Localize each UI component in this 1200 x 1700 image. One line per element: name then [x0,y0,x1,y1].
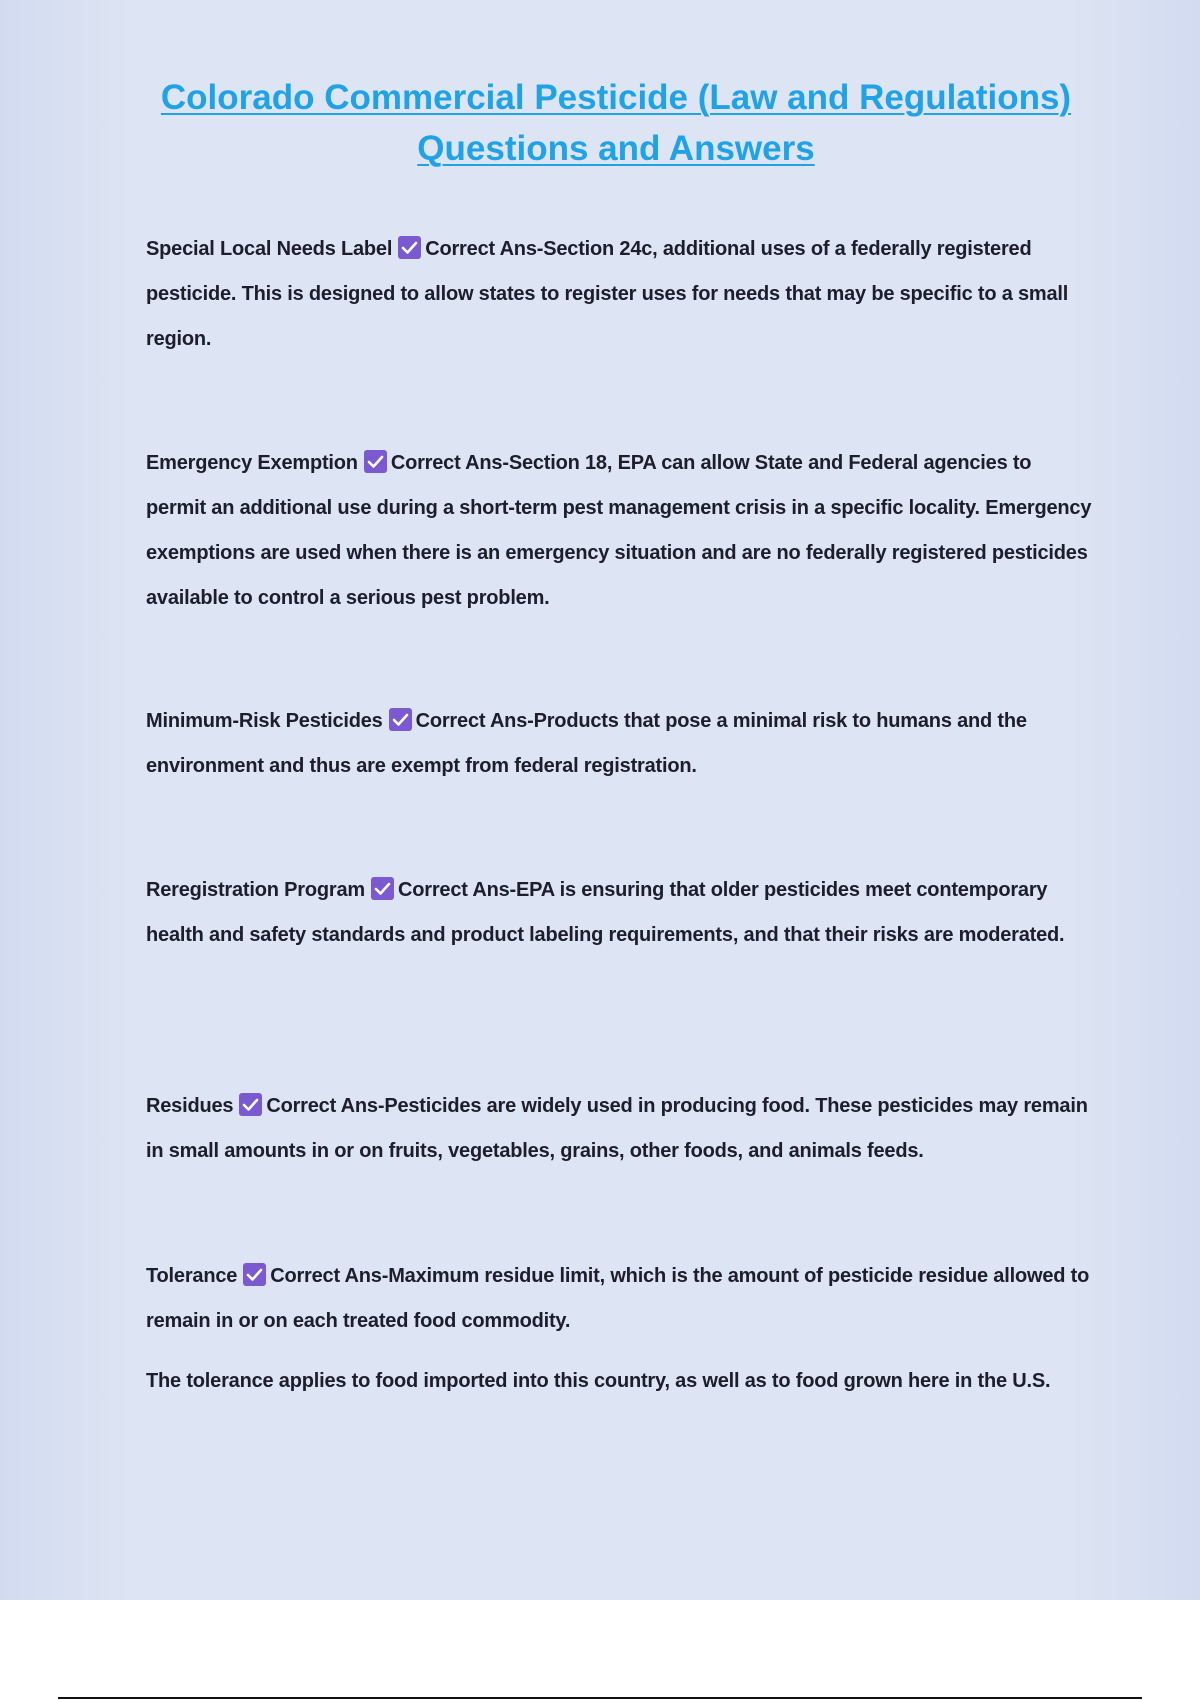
qa-item-special-local-needs [146,227,1096,362]
checkbox-checked-icon [364,450,387,473]
qa-term: Tolerance [146,1265,238,1287]
title-line-1: Colorado Commercial Pesticide (Law and Regulations) [160,78,1072,117]
checkbox-checked-icon [371,877,394,900]
checkbox-checked-icon [243,1263,266,1286]
qa-term: Emergency Exemption [146,452,358,474]
footer-divider [58,1697,1142,1699]
qa-answer: Correct Ans-EPA is ensuring that older pesticides meet contemporary health and safety standards and product labeling requirements, and that their risks are moderated. [146,879,1065,946]
qa-answer: Correct Ans-Section 18, EPA can allow State and Federal agencies to permit an additional use during a short-term pest management crisis in a specific locality. Emergency exemptions are used when there is an emergency situation and are no federally registered pesticides available to control a serious pest problem. [146,452,1092,609]
qa-answer: Correct Ans-Products that pose a minimal risk to humans and the environment and thus are exempt from federal registration. [146,710,1027,777]
qa-answer: Correct Ans-Section 24c, additional uses of a federally registered pesticide. This is designed to allow states to register uses for needs that may be specific to a small region. [146,238,1069,350]
qa-item-residues [146,1084,1096,1174]
title-line-2: Questions and Answers [417,129,815,168]
qa-item-tolerance [146,1254,1096,1344]
checkbox-checked-icon [398,236,421,259]
qa-answer: Correct Ans-Maximum residue limit, which is the amount of pesticide residue allowed to remain in or on each treated food commodity. [146,1265,1090,1332]
checkbox-checked-icon [239,1093,262,1116]
tolerance-extra-paragraph: The tolerance applies to food imported into this country, as well as to food grown here in the U.S. [146,1370,1051,1392]
qa-term: Minimum-Risk Pesticides [146,710,383,732]
qa-answer: Correct Ans-Pesticides are widely used in producing food. These pesticides may remain in small amounts in or on fruits, vegetables, grains, other foods, and animals feeds. [146,1095,1088,1162]
qa-term: Reregistration Program [146,879,365,901]
qa-term: Special Local Needs Label [146,238,393,260]
checkbox-checked-icon [389,708,412,731]
qa-item-reregistration [146,868,1096,958]
qa-term: Residues [146,1095,234,1117]
qa-item-emergency-exemption [146,441,1096,621]
qa-item-minimum-risk [146,699,1096,789]
document-title [100,72,1132,174]
